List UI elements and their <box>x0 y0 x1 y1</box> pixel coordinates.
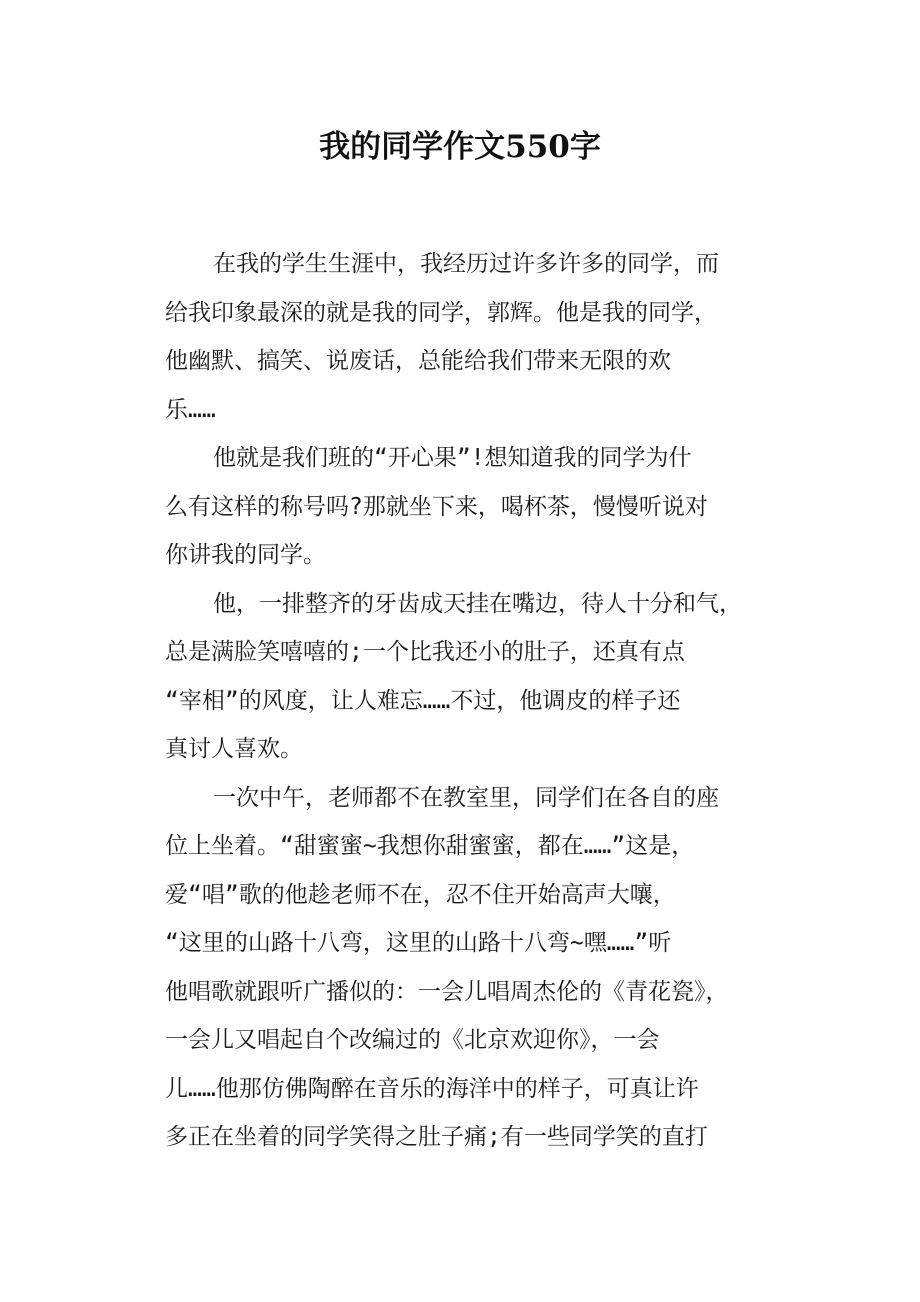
text-line: 儿……他那仿佛陶醉在音乐的海洋中的样子，可真让许 <box>165 1075 699 1102</box>
essay-body <box>165 240 765 1162</box>
text-line: 在我的学生生涯中，我经历过许多许多的同学，而 <box>213 251 719 277</box>
document-title: 我的同学作文550字 <box>319 129 601 165</box>
paragraph-3 <box>165 580 765 774</box>
text-line: 他就是我们班的“开心果”!想知道我的同学为什 <box>213 445 692 471</box>
text-line: 爱“唱”歌的他趁老师不在，忍不住开始高声大嚷， <box>165 881 676 908</box>
text-line: 他唱歌就跟听广播似的：一会儿唱周杰伦的《青花瓷》， <box>165 978 729 1005</box>
paragraph-2 <box>165 434 765 580</box>
text-line: “这里的山路十八弯，这里的山路十八弯~嘿……”听 <box>165 930 672 956</box>
text-line: 给我印象最深的就是我的同学，郭辉。他是我的同学， <box>165 299 717 326</box>
text-line: 你讲我的同学。 <box>165 542 326 568</box>
text-line: 么有这样的称号吗?那就坐下来，喝杯茶，慢慢听说对 <box>165 493 708 520</box>
text-line: 真讨人喜欢。 <box>165 736 303 762</box>
text-line: 多正在坐着的同学笑得之肚子痛;有一些同学笑的直打 <box>165 1124 708 1150</box>
paragraph-4 <box>165 774 765 1162</box>
text-line: 位上坐着。“甜蜜蜜~我想你甜蜜蜜，都在……”这是， <box>165 833 695 859</box>
text-line: 他幽默、搞笑、说废话，总能给我们带来无限的欢 <box>165 348 671 374</box>
text-line: 他，一排整齐的牙齿成天挂在嘴边，待人十分和气， <box>213 590 742 617</box>
paragraph-1 <box>165 240 765 434</box>
text-line: 乐…… <box>165 396 216 423</box>
text-line: 一次中午，老师都不在教室里，同学们在各自的座 <box>213 784 719 811</box>
text-line: 一会儿又唱起自个改编过的《北京欢迎你》，一会 <box>165 1027 660 1053</box>
text-line: “宰相”的风度，让人难忘……不过，他调皮的样子还 <box>165 687 681 714</box>
text-line: 总是满脸笑嘻嘻的;一个比我还小的肚子，还真有点 <box>165 639 685 665</box>
